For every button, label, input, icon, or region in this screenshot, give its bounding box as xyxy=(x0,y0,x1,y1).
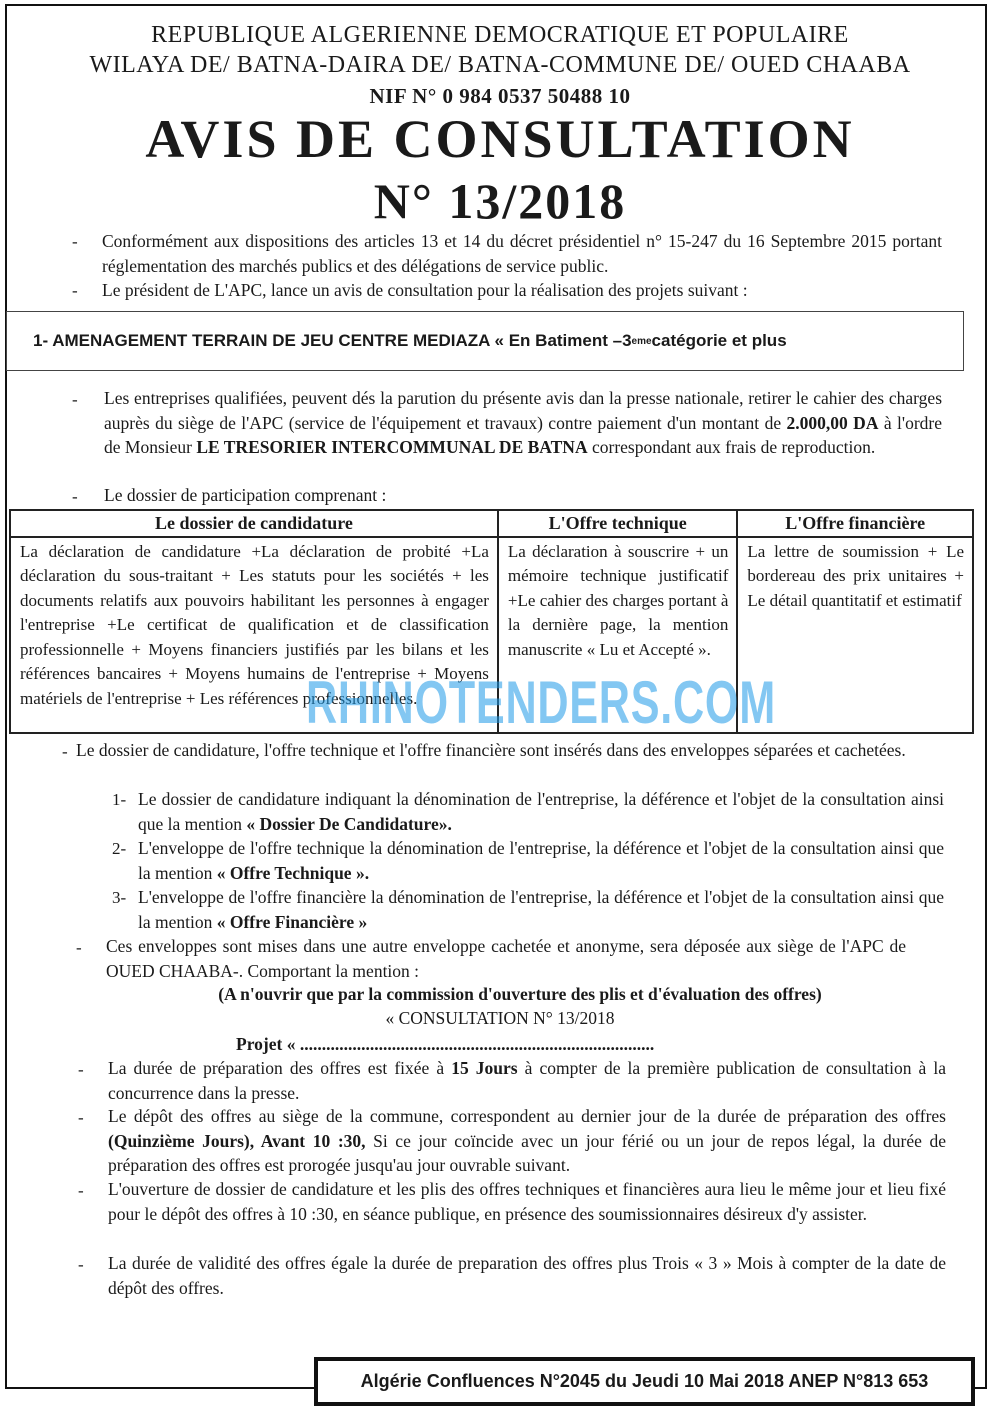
bullet-dash: - xyxy=(72,390,78,409)
table-cell-financiere: La lettre de soumission + Le bordereau des prix unitaires + Le détail quantitatif et estimatif xyxy=(737,537,973,733)
header-nif: NIF N° 0 984 0537 50488 10 xyxy=(369,84,631,108)
envelope-text: L'enveloppe de l'offre technique la dénomination de l'entreprise, la déférence et l'objet de la consultation ainsi que la mention xyxy=(138,838,944,883)
envelope-mention: « Dossier De Candidature». xyxy=(246,813,452,834)
intro-paragraph-1: Conformément aux dispositions des articles 13 et 14 du décret présidentiel n° 15-247 du 16 Septembre 2015 portant réglementation des marchés publics et des délégations de service public. xyxy=(102,231,942,276)
duree-text: La durée de préparation des offres est fixée à xyxy=(108,1058,452,1078)
dossier-table xyxy=(9,509,974,734)
retrait-paragraph xyxy=(104,386,942,460)
bullet-dash: - xyxy=(78,1181,84,1200)
envelope-text: Le dossier de candidature indiquant la dénomination de l'entreprise, la déférence et l'objet de la consultation ainsi que la mention xyxy=(138,789,944,834)
bullet-dash: - xyxy=(62,742,68,761)
bullet-dash: - xyxy=(72,281,78,300)
mention-commission: (A n'ouvrir que par la commission d'ouverture des plis et d'évaluation des offres) xyxy=(218,984,822,1004)
publication-footer xyxy=(314,1357,975,1406)
depot-text: Le dépôt des offres au siège de la commune, correspondent au dernier jour de la durée de préparation des offres xyxy=(108,1106,946,1126)
bullet-dash: - xyxy=(78,1060,84,1079)
envelope-mention: « Offre Financière » xyxy=(216,911,368,932)
watermark-logo: RHINOTENDERS.COM xyxy=(306,669,776,736)
list-number: 2- xyxy=(112,839,127,858)
header-wilaya: WILAYA DE/ BATNA-DAIRA DE/ BATNA-COMMUNE DE/ OUED CHAABA xyxy=(89,52,911,78)
retrait-treasurer: LE TRESORIER INTERCOMMUNAL DE BATNA xyxy=(196,437,588,457)
page-title: AVIS DE CONSULTATION xyxy=(145,109,855,169)
projet-line: Projet « ................................................................................. xyxy=(236,1034,655,1054)
bullet-dash: - xyxy=(78,1108,84,1127)
lot-superscript: eme xyxy=(631,335,652,347)
consultation-number: N° 13/2018 xyxy=(373,173,627,229)
envelope-item-3 xyxy=(138,885,944,934)
retrait-amount: 2.000,00 DA xyxy=(786,412,879,433)
anonymous-envelope-paragraph: Ces enveloppes sont mises dans une autre enveloppe cachetée et anonyme, sera déposée aux siège de l'APC de OUED CHAABA-. Comportant la mention : xyxy=(106,936,906,981)
table-row xyxy=(10,537,973,733)
retrait-text-end: correspondant aux frais de reproduction. xyxy=(587,437,876,457)
envelope-mention: « Offre Technique ». xyxy=(216,862,370,883)
mention-consultation: « CONSULTATION N° 13/2018 xyxy=(385,1008,615,1028)
envelopes-intro: Le dossier de candidature, l'offre technique et l'offre financière sont insérés dans des enveloppes séparées et cachetées. xyxy=(76,740,906,760)
list-number: 1- xyxy=(112,790,127,809)
envelope-item-2 xyxy=(138,836,944,885)
ouverture-paragraph: L'ouverture de dossier de candidature et les plis des offres techniques et financières aura lieu le même jour et lieu fixé pour le dépôt des offres à 10 :30, en séance publique, en présence des soumissionnaires désireux d'y assister. xyxy=(108,1179,946,1224)
retrait-text: Les entreprises qualifiées, peuvent dés la parution du présente avis dan la presse nationale, retirer le cahier des charges auprès du siège de l'APC (service de l'équipement et travaux) contre paiement d'un montant de xyxy=(104,388,942,433)
header-republic: REPUBLIQUE ALGERIENNE DEMOCRATIQUE ET POPULAIRE xyxy=(151,22,849,48)
retrait-text-middle: à l'ordre de Monsieur xyxy=(104,412,942,457)
table-header: Le dossier de candidature xyxy=(10,510,498,537)
bullet-dash: - xyxy=(72,487,78,506)
validite-paragraph: La durée de validité des offres égale la durée de preparation des offres plus Trois « 3 » Mois à compter de la date de dépôt des offres. xyxy=(108,1253,946,1298)
list-number: 3- xyxy=(112,888,127,907)
depot-text-end: Si ce jour coïncide avec un jour férié ou un jour de repos légal, la durée de préparation des offres est prorogée jusqu'au jour ouvrable suivant. xyxy=(108,1130,946,1175)
depot-deadline: (Quinzième Jours), Avant 10 :30, xyxy=(108,1130,366,1151)
dossier-intro: Le dossier de participation comprenant : xyxy=(104,485,387,505)
lot-box xyxy=(6,311,964,371)
duree-days: 15 Jours xyxy=(451,1058,518,1078)
bullet-dash: - xyxy=(78,1255,84,1274)
table-cell-technique: La déclaration à souscrire + un mémoire technique justificatif +Le cahier des charges portant à la dernière page, la mention manuscrite « Lu et Accepté ». xyxy=(498,537,738,733)
lot-suffix: catégorie et plus xyxy=(651,331,787,350)
table-header: L'Offre financière xyxy=(737,510,973,537)
bullet-dash: - xyxy=(76,938,82,957)
envelope-text: L'enveloppe de l'offre financière la dénomination de l'entreprise, la déférence et l'objet de la consultation ainsi que la mention xyxy=(138,887,944,932)
depot-paragraph xyxy=(108,1104,946,1178)
intro-paragraph-2: Le président de L'APC, lance un avis de consultation pour la réalisation des projets suivant : xyxy=(102,280,748,300)
lot-label: 1- AMENAGEMENT TERRAIN DE JEU CENTRE MEDIAZA « En Batiment –3 xyxy=(33,331,632,350)
table-cell-candidature: La déclaration de candidature +La déclaration de probité +La déclaration du sous-traitant + Les statuts pour les sociétés + les documents relatifs aux pouvoirs habilitant les personnes à engager l'entreprise +Le certificat de qualification et de classification professionnelle + Moyens financiers justifiés par les bilans et les références bancaires + Moyens humains de l'entreprise + Moyens matériels de l'entreprise + Les références professionnelles. xyxy=(10,537,498,733)
envelope-item-1 xyxy=(138,787,944,836)
table-header-row xyxy=(10,510,973,537)
bullet-dash: - xyxy=(72,232,78,251)
duree-text-end: à compter de la première publication de consultation à la concurrence dans la presse. xyxy=(108,1058,946,1103)
duree-paragraph xyxy=(108,1056,946,1105)
table-header: L'Offre technique xyxy=(498,510,738,537)
footer-text: Algérie Confluences N°2045 du Jeudi 10 Mai 2018 ANEP N°813 653 xyxy=(360,1371,929,1391)
